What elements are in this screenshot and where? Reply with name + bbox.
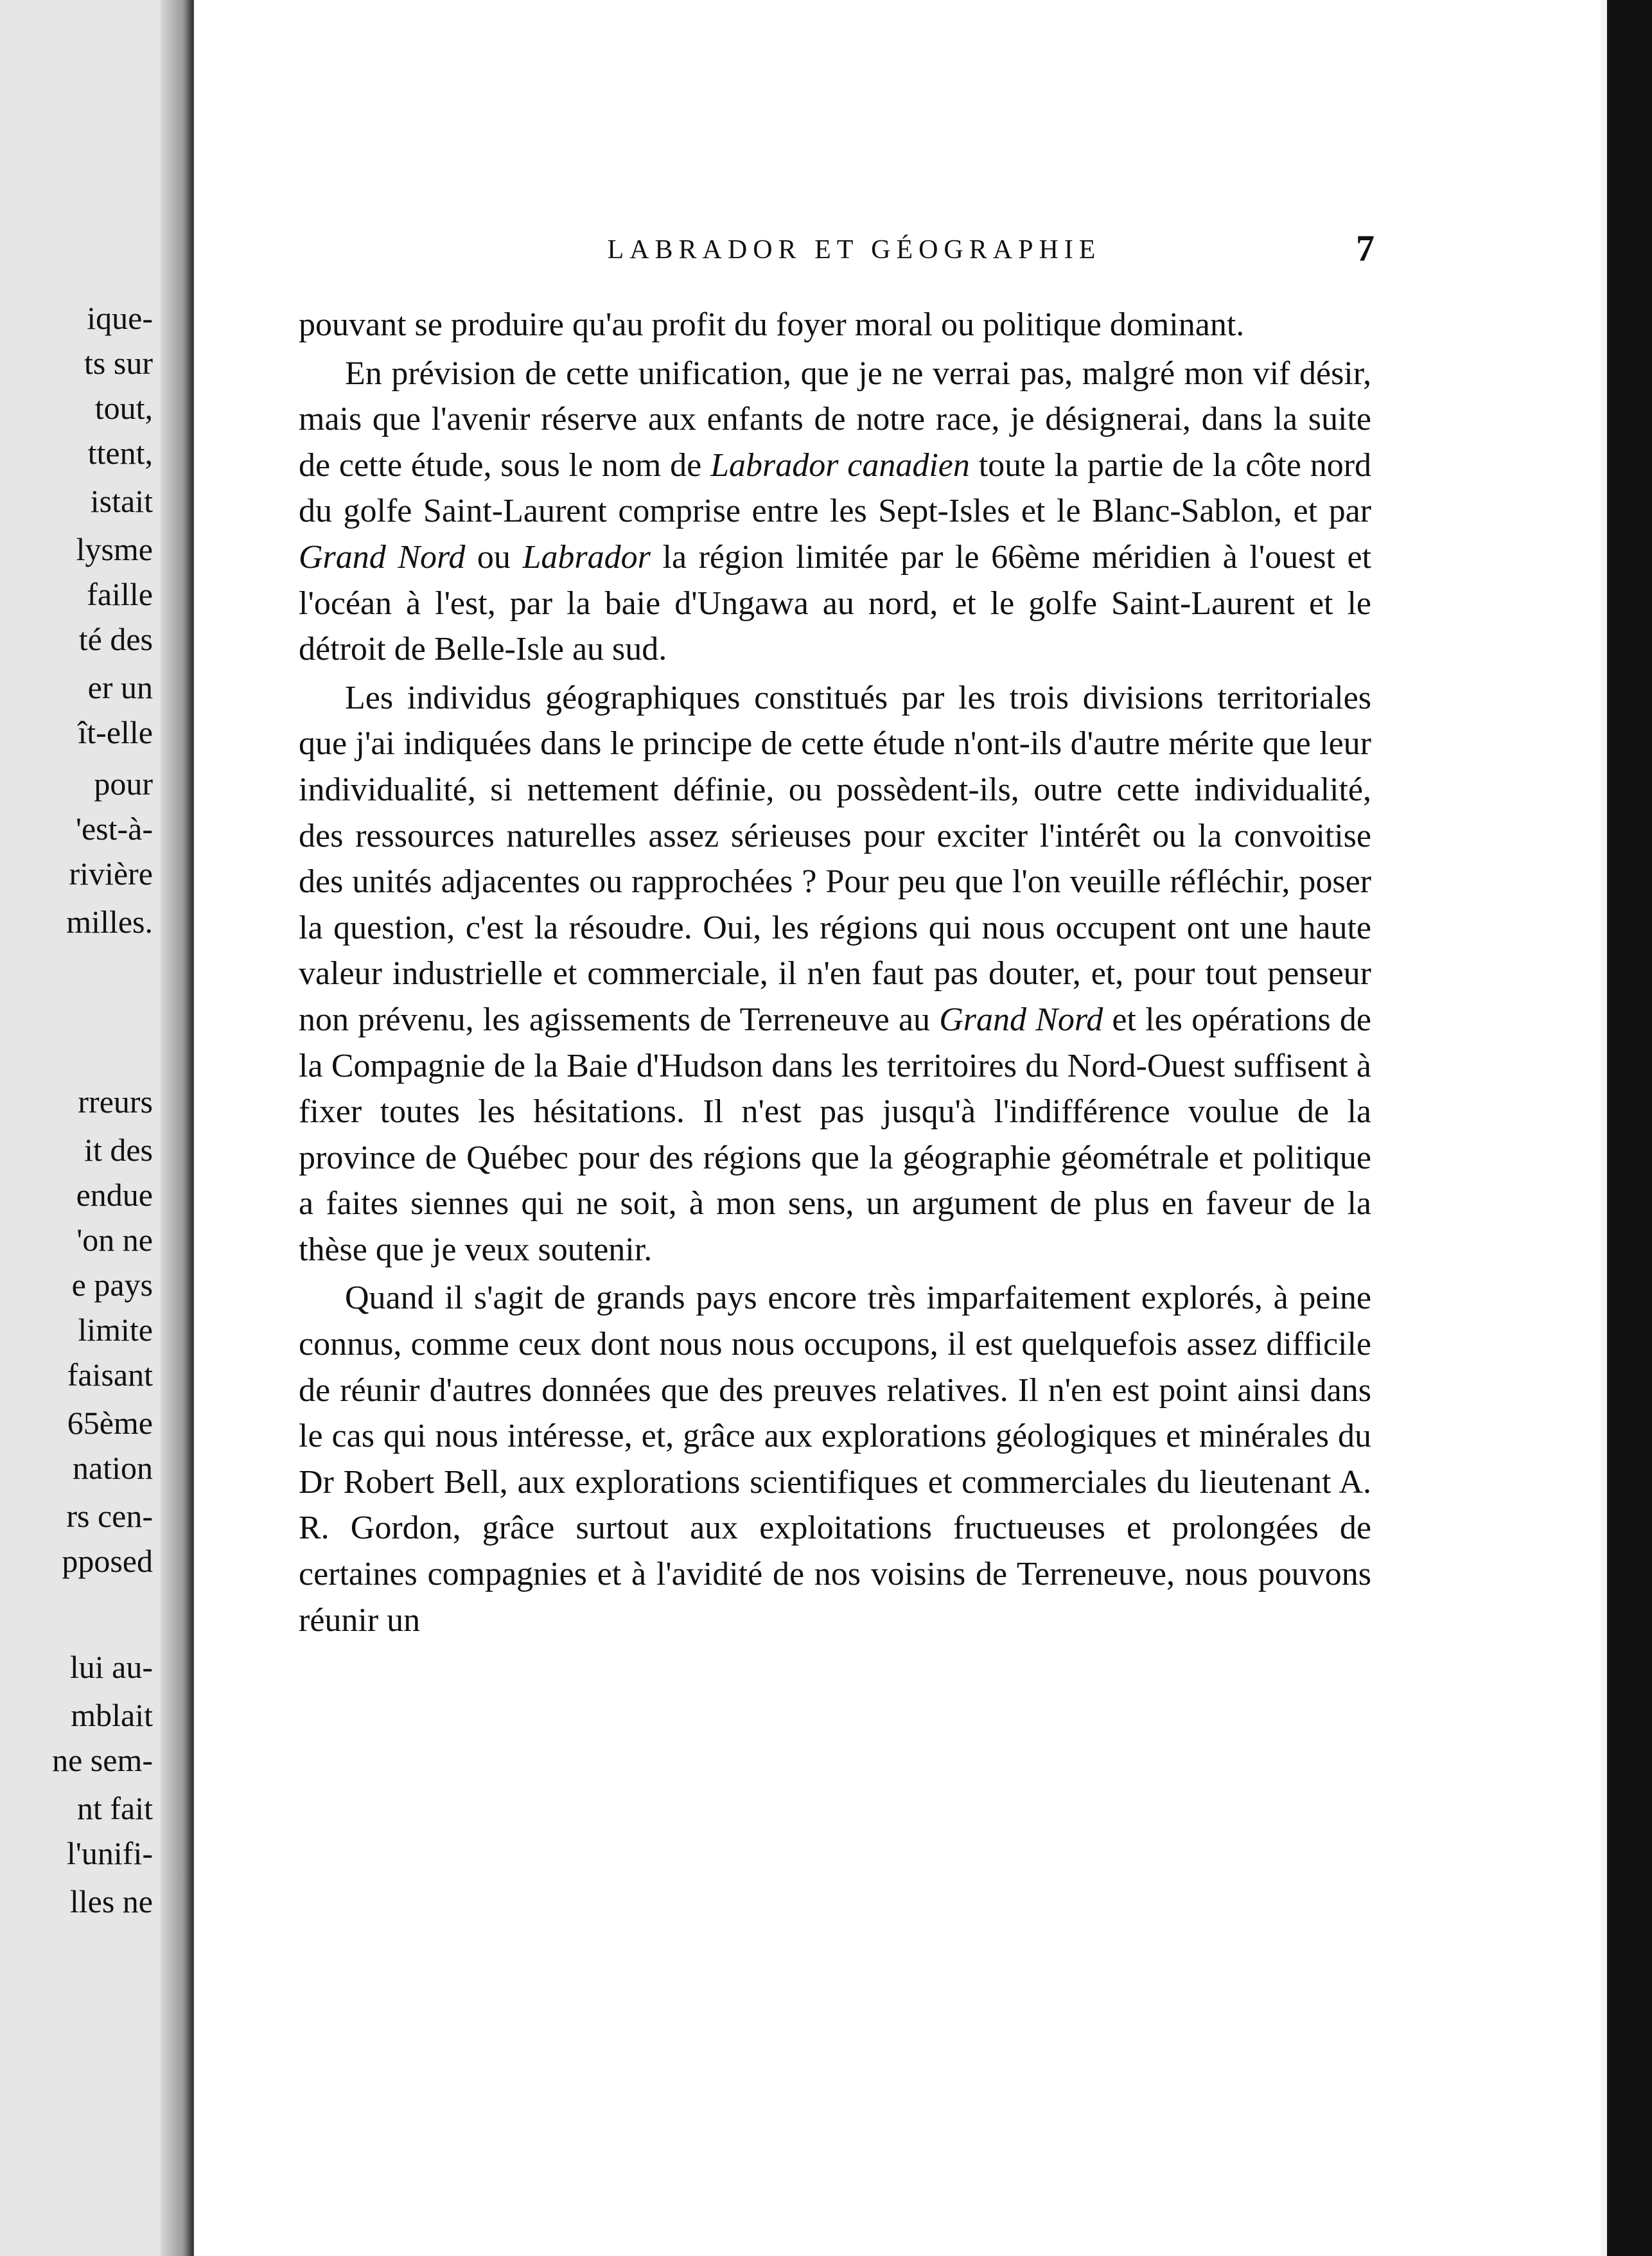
facing-page-line: lui au- — [69, 1649, 153, 1685]
facing-page-line: pposed — [62, 1543, 153, 1579]
text-run: En prévision de cette unification, que je ne verrai pas, malgré mon vif désir, mais que l'avenir réserve aux enfants de notre race, je désignerai, dans la suite de cette étude, sous le nom de — [299, 355, 1371, 484]
facing-page-line: 'est-à- — [75, 811, 153, 847]
text-run: Les individus géographiques constitués par les trois divisions territoriales que j'ai indiquées dans le principe de cette étude n'ont-ils d'autre mérite que leur individualité, si nettement définie, ou possèdent-ils, outre cette individualité, des ressources naturelles assez sérieuses pour exciter l'intérêt ou la convoitise des unités adjacentes ou rapprochées ? Pour peu que l'on veuille réfléchir, poser la question, c'est la résoudre. Oui, les régions qui nous occupent ont une haute valeur industrielle et commerciale, il n'en faut pas douter, et, pour tout penseur non prévenu, les agissements de Terreneuve au — [299, 679, 1371, 1038]
paragraph — [299, 302, 1371, 348]
facing-page-line: er un — [87, 669, 153, 705]
gutter-shadow — [161, 0, 193, 2256]
facing-page-line: 'on ne — [76, 1222, 153, 1258]
facing-page-line: nt fait — [76, 1790, 153, 1826]
italic-term: Labrador canadien — [710, 446, 970, 484]
facing-page-line: ît-elle — [78, 714, 153, 750]
paragraph — [299, 351, 1371, 673]
text-run: ou — [465, 538, 523, 576]
facing-page-line: nation — [73, 1450, 153, 1486]
facing-page-line: endue — [76, 1177, 153, 1213]
page-number: 7 — [1356, 227, 1375, 269]
running-title: LABRADOR ET GÉOGRAPHIE — [607, 235, 1102, 265]
facing-page-line: milles. — [66, 904, 153, 940]
page-header — [437, 222, 1375, 273]
facing-page-line: té des — [78, 621, 153, 657]
text-run: et les opérations de la Compagnie de la Baie d'Hudson dans les territoires du Nord-Ouest suffisent à fixer toutes les hésitations. Il n'est pas jusqu'à l'indifférence voulue de la province de Québec pour des régions que la géographie géométrale et politique a faites siennes qui ne soit, à mon sens, un argument de plus en faveur de la thèse que je veux soutenir. — [299, 1001, 1371, 1268]
text-run: la région limitée par le 66ème méridien à l'ouest et l'océan à l'est, par la baie d'Ungawa au nord, et le golfe Saint-Laurent et le détroit de Belle-Isle au sud. — [299, 538, 1371, 668]
facing-page-line: e pays — [71, 1267, 153, 1303]
facing-page-line: mblait — [71, 1697, 153, 1733]
text-run: pouvant se produire qu'au profit du foyer moral ou politique dominant. — [299, 306, 1245, 343]
italic-term: Labrador — [522, 538, 651, 576]
paragraph — [299, 1275, 1371, 1643]
facing-page-line: 65ème — [67, 1405, 153, 1441]
text-run: Quand il s'agit de grands pays encore très imparfaitement explorés, à peine connus, comme ceux dont nous nous occupons, il est quelquefois assez difficile de réunir d'autres données que des preuves relatives. Il n'en est point ainsi dans le cas qui nous intéresse, et, grâce aux explorations géologiques et minérales du Dr Robert Bell, aux explorations scientifiques et commerciales du lieutenant A. R. Gordon, grâce surtout aux exploitations fructueuses et prolongées de certaines compagnies et à l'avidité de nos voisins de Terreneuve, nous pouvons réunir un — [299, 1280, 1371, 1639]
facing-page — [0, 0, 193, 2256]
text-run: toute la partie de la côte nord du golfe Saint-Laurent comprise entre les Sept-Isles et le Blanc-Sablon, et par — [299, 446, 1372, 530]
facing-page-line: rivière — [69, 856, 153, 892]
facing-page-line: rreurs — [78, 1084, 153, 1120]
facing-page-line: limite — [78, 1312, 153, 1348]
facing-page-line: faisant — [67, 1357, 153, 1393]
facing-page-line: ttent, — [87, 435, 153, 471]
page-edge — [1601, 0, 1652, 2256]
facing-page-line: tout, — [94, 390, 153, 426]
page-edge-strip — [1601, 0, 1607, 2256]
facing-page-line: ne sem- — [52, 1742, 153, 1778]
facing-page-line: lysme — [76, 531, 153, 567]
italic-term: Grand Nord — [299, 538, 466, 576]
facing-page-line: ts sur — [84, 345, 153, 381]
facing-page-line: rs cen- — [66, 1498, 153, 1534]
body-text — [299, 302, 1371, 1646]
facing-page-line: it des — [84, 1132, 153, 1168]
facing-page-line: istait — [90, 483, 153, 519]
facing-page-line: lles ne — [69, 1883, 153, 1919]
facing-page-line: l'unifi- — [67, 1835, 153, 1871]
facing-page-line: pour — [94, 766, 153, 802]
paragraph — [299, 675, 1371, 1273]
italic-term: Grand Nord — [939, 1001, 1103, 1038]
facing-page-line: faille — [87, 576, 153, 612]
facing-page-line: ique- — [87, 300, 153, 336]
